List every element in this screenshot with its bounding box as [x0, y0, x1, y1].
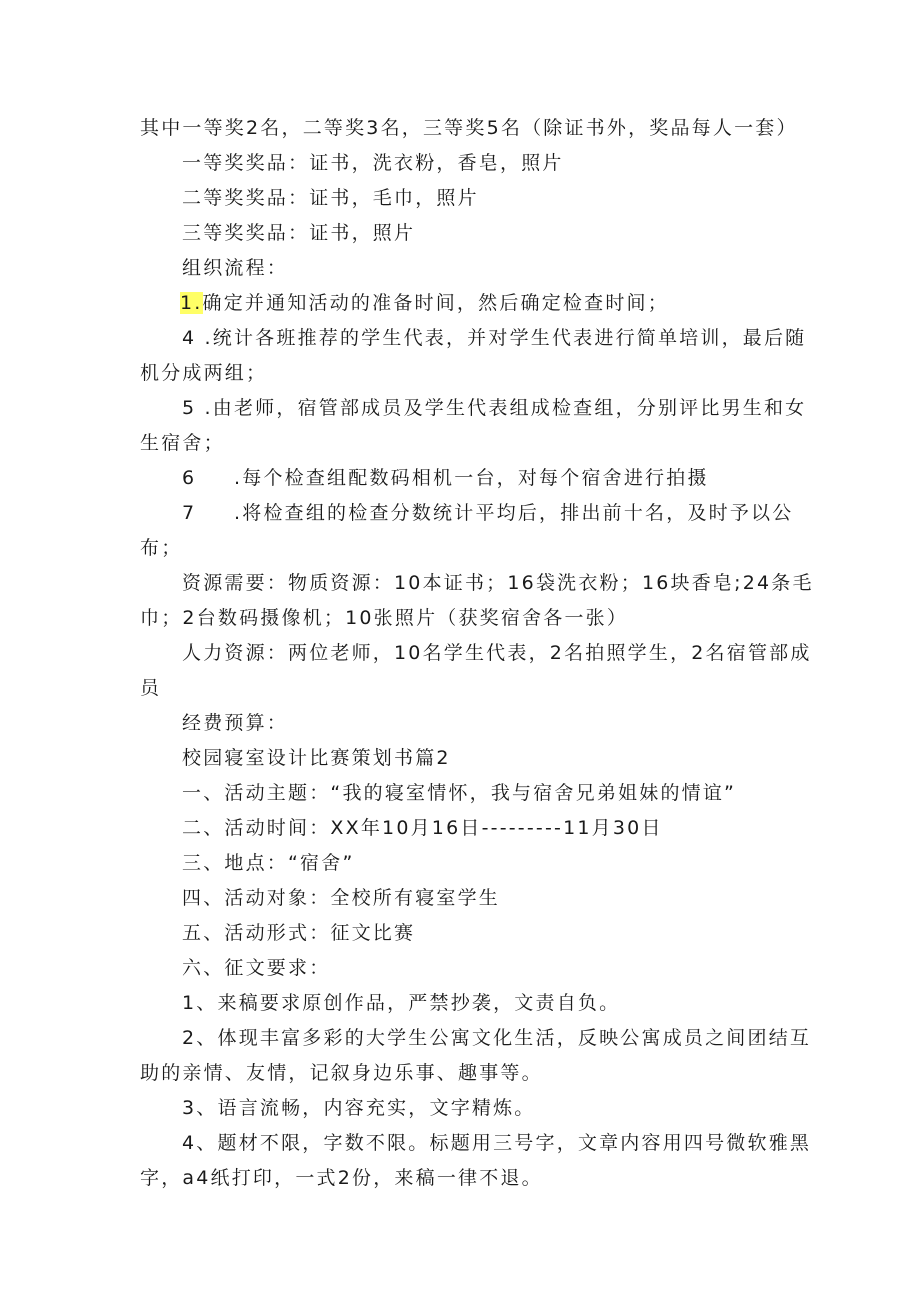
list-number: 7: [182, 502, 197, 524]
text-line: 二等奖奖品：证书，毛巾，照片: [182, 187, 479, 209]
text-line: 组织流程：: [182, 257, 289, 279]
text-line: 员: [140, 677, 162, 699]
list-item: [180, 291, 669, 315]
text-line: 人力资源：两位老师，10名学生代表，2名拍照学生，2名宿管部成: [182, 642, 812, 664]
text-line: 机分成两组；: [140, 362, 268, 384]
text-line: 经费预算：: [182, 712, 289, 734]
list-item: [182, 501, 793, 525]
text-line: 布；: [140, 537, 183, 559]
list-item-text: .每个检查组配数码相机一台，对每个宿舍进行拍摄: [234, 467, 709, 489]
text-line: 一等奖奖品：证书，洗衣粉，香皂，照片: [182, 152, 564, 174]
text-line: 助的亲情、友情，记叙身边乐事、趣事等。: [140, 1062, 543, 1084]
list-item-text: .将检查组的检查分数统计平均后，排出前十名，及时予以公: [234, 502, 794, 524]
text-line: 巾；2台数码摄像机；10张照片（获奖宿舍各一张）: [140, 607, 629, 629]
text-line: 六、征文要求：: [182, 957, 331, 979]
text-line: 资源需要：物质资源：10本证书；16袋洗衣粉；16块香皂;24条毛: [182, 572, 814, 594]
text-line: 3、语言流畅，内容充实，文字精炼。: [182, 1097, 536, 1119]
text-line: 二、活动时间：XX年10月16日---------11月30日: [182, 817, 663, 839]
text-line: 三、地点：“宿舍”: [182, 852, 355, 874]
text-line: 5 .由老师，宿管部成员及学生代表组成检查组，分别评比男生和女: [182, 397, 807, 419]
text-line: 五、活动形式：征文比赛: [182, 922, 416, 944]
text-line: 四、活动对象：全校所有寝室学生: [182, 887, 501, 909]
list-item: [182, 466, 709, 490]
highlighted-number: 1.: [180, 292, 203, 314]
text-line: 一、活动主题：“我的寝室情怀，我与宿舍兄弟姐妹的情谊”: [182, 782, 737, 804]
text-line: 三等奖奖品：证书，照片: [182, 222, 416, 244]
text-line: 其中一等奖2名，二等奖3名，三等奖5名（除证书外，奖品每人一套）: [140, 117, 798, 139]
text-line: 字，a4纸打印，一式2份，来稿一律不退。: [140, 1167, 543, 1189]
section-title: 校园寝室设计比赛策划书篇2: [182, 747, 451, 769]
text-line: 1、来稿要求原创作品，严禁抄袭，文责自负。: [182, 992, 621, 1014]
text-line: 4、题材不限，字数不限。标题用三号字，文章内容用四号微软雅黑: [182, 1132, 812, 1154]
list-item-text: 确定并通知活动的准备时间，然后确定检查时间；: [202, 292, 669, 314]
text-line: 4 .统计各班推荐的学生代表，并对学生代表进行简单培训，最后随: [182, 327, 807, 349]
list-number: 6: [182, 467, 197, 489]
text-line: 2、体现丰富多彩的大学生公寓文化生活，反映公寓成员之间团结互: [182, 1027, 812, 1049]
text-line: 生宿舍；: [140, 432, 225, 454]
